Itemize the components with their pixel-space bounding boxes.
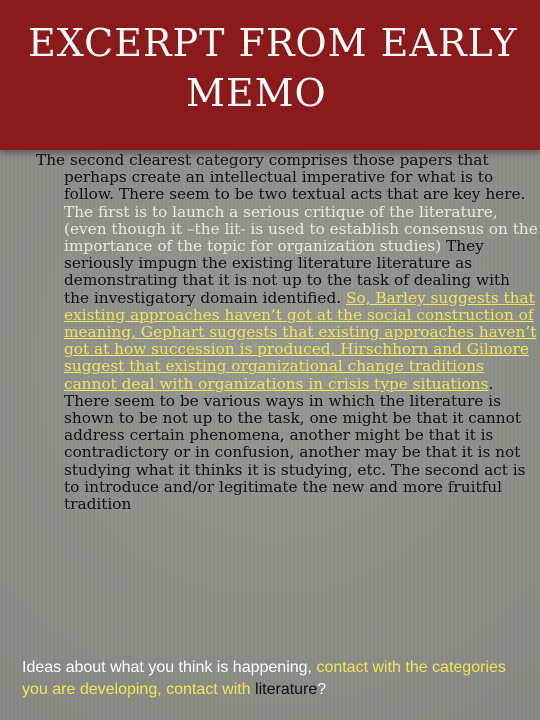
footer-part-3: literature — [255, 681, 318, 698]
memo-excerpt — [36, 152, 538, 513]
title-line-2: MEMO — [186, 71, 327, 115]
body-segment-4-highlight: So, Barley suggests that existing approaches haven’t got at the social construction of meaning, Gephart suggests that existing approaches haven’t got at how succession is produced, Hirschhorn and Gilmore suggest that existing organizational change traditions cannot deal with organizations in crisis type situations — [64, 288, 537, 393]
footer-question — [22, 657, 522, 701]
body-segment-1: The second clearest category comprises those papers that perhaps create an intellectual imperative for what is to follow. There seem to be two textual acts that are key here. — [36, 151, 526, 204]
body-segment-2-faded: The first is to launch a serious critique of the literature, (even though it –the lit- is used to establish consensus on the importance of the topic for organization studies) — [64, 202, 538, 256]
title-band — [0, 0, 540, 150]
body-segment-5: . There seem to be various ways in which the literature is shown to be not up to the task, one might be that it cannot address certain phenomena, another might be that it is contradictory or in confusion, another may be that it is not studying what it thinks it is studying, etc. The second act is to introduce and/or legitimate the new and more fruitful tradition — [64, 374, 526, 514]
footer-part-4: ? — [317, 681, 327, 698]
title-line-1: EXCERPT FROM EARLY — [28, 21, 518, 65]
footer-part-1: Ideas about what you think is happening, — [22, 659, 317, 676]
body-segment-3: They seriously impugn the existing literature literature as demonstrating that it is not up to the task of dealing with the investigatory domain identified. — [64, 237, 510, 307]
footer-part-2: contact with the categories you are developing, contact with — [22, 659, 506, 698]
slide-title — [28, 18, 528, 118]
